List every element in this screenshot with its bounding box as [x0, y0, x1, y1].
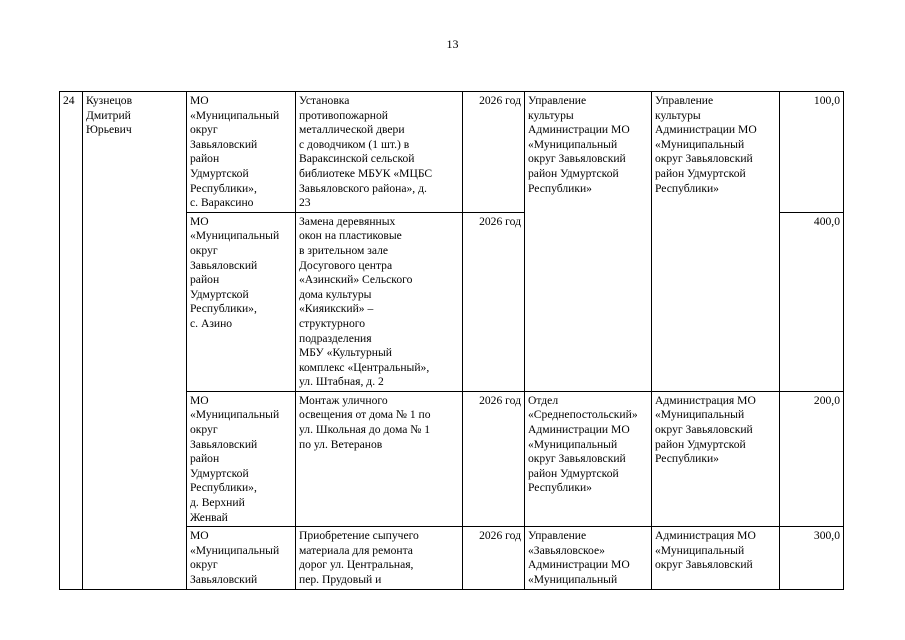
- page-number: 13: [446, 37, 459, 51]
- project-cell: Монтаж уличного освещения от дома № 1 по ул. Школьная до дома № 1 по ул. Ветеранов: [296, 391, 463, 526]
- project-cell: Приобретение сыпучего материала для ремонта дорог ул. Центральная, пер. Прудовый и: [296, 527, 463, 589]
- responsible-cell: Управление культуры Администрации МО «Муниципальный округ Завьяловский район Удмуртской Республики»: [525, 92, 652, 392]
- person-cell: Кузнецов Дмитрий Юрьевич: [83, 92, 187, 590]
- table-row: [60, 92, 844, 213]
- place-cell: МО «Муниципальный округ Завьяловский район Удмуртской Республики», д. Верхний Женвай: [187, 391, 296, 526]
- projects-table: [59, 91, 844, 590]
- row-number-cell: 24: [60, 92, 83, 590]
- year-cell: 2026 год: [463, 527, 525, 589]
- responsible-cell: Управление «Завьяловское» Администрации МО «Муниципальный: [525, 527, 652, 589]
- amount-cell: 100,0: [780, 92, 844, 213]
- customer-cell: Администрация МО «Муниципальный округ Завьяловский район Удмуртской Республики»: [652, 391, 780, 526]
- amount-cell: 200,0: [780, 391, 844, 526]
- customer-cell: Администрация МО «Муниципальный округ Завьяловский: [652, 527, 780, 589]
- year-cell: 2026 год: [463, 391, 525, 526]
- place-cell: МО «Муниципальный округ Завьяловский: [187, 527, 296, 589]
- amount-cell: 400,0: [780, 212, 844, 391]
- customer-cell: Управление культуры Администрации МО «Муниципальный округ Завьяловский район Удмуртской Республики»: [652, 92, 780, 392]
- responsible-cell: Отдел «Среднепостольский» Администрации МО «Муниципальный округ Завьяловский район Удмуртской Республики»: [525, 391, 652, 526]
- place-cell: МО «Муниципальный округ Завьяловский район Удмуртской Республики», с. Вараксино: [187, 92, 296, 213]
- year-cell: 2026 год: [463, 212, 525, 391]
- project-cell: Замена деревянных окон на пластиковые в зрительном зале Досугового центра «Азинский» Сельского дома культуры «Кияикский» – структурного подразделения МБУ «Культурный комплекс «Центральный», ул. Штабная, д. 2: [296, 212, 463, 391]
- amount-cell: 300,0: [780, 527, 844, 589]
- project-cell: Установка противопожарной металлической двери с доводчиком (1 шт.) в Вараксинской сельской библиотеке МБУК «МЦБС Завьяловского района», д. 23: [296, 92, 463, 213]
- place-cell: МО «Муниципальный округ Завьяловский район Удмуртской Республики», с. Азино: [187, 212, 296, 391]
- year-cell: 2026 год: [463, 92, 525, 213]
